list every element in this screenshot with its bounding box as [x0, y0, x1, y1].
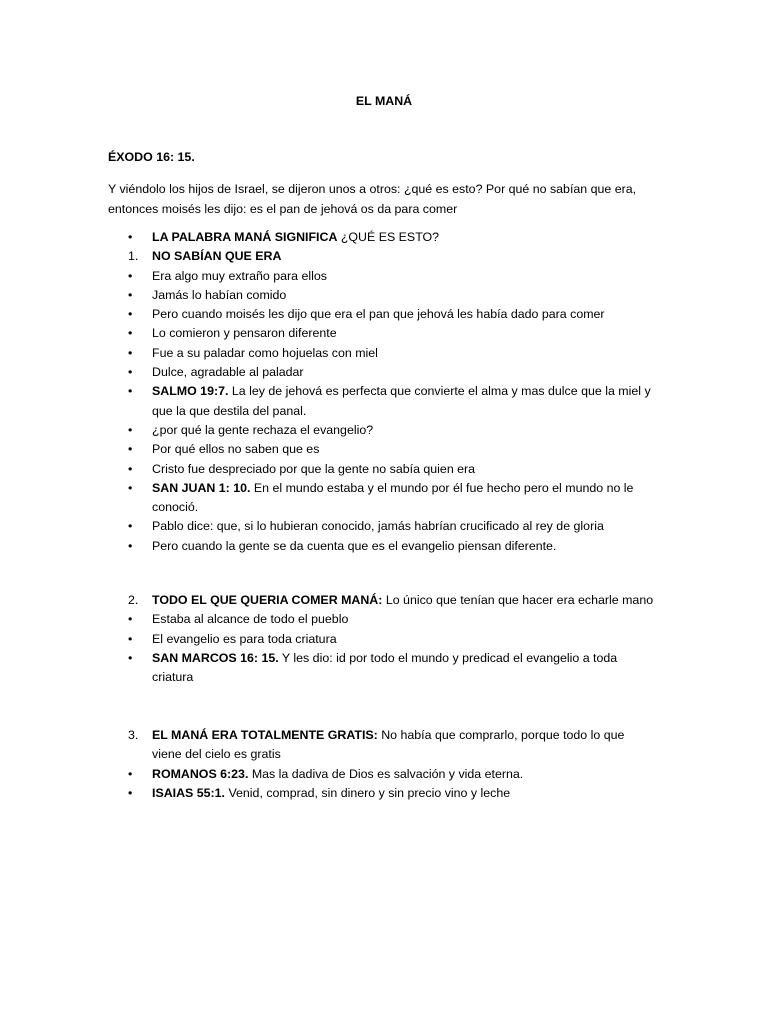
- intro-paragraph: [108, 179, 668, 219]
- item-heading: SAN MARCOS 16: 15.: [152, 650, 279, 665]
- bullet-marker: •: [128, 365, 133, 380]
- item-text: Pero cuando moisés les dijo que era el pan que jehová les había dado para comer: [152, 307, 605, 322]
- list-item: [0, 440, 657, 459]
- bullet-marker: •: [128, 461, 133, 476]
- bullet-marker: •: [128, 538, 133, 553]
- number-marker: 2.: [128, 593, 139, 607]
- item-text: Pero cuando la gente se da cuenta que es el evangelio piensan diferente.: [152, 538, 557, 553]
- bullet-marker: •: [128, 480, 133, 495]
- bullet-marker: •: [128, 631, 133, 646]
- item-text: No había que comprarlo, porque todo lo que viene del cielo es gratis: [152, 728, 628, 762]
- list-item: [0, 517, 657, 536]
- item-heading: ROMANOS 6:23.: [152, 766, 249, 781]
- bullet-marker: •: [128, 230, 133, 244]
- list-item: [0, 421, 657, 440]
- item-text: El evangelio es para toda criatura: [152, 631, 337, 646]
- list-item: [0, 765, 657, 784]
- scripture-reference: ÉXODO 16: 15.: [108, 150, 195, 164]
- item-text: Estaba al alcance de todo el pueblo: [152, 612, 349, 627]
- item-text: Mas la dadiva de Dios es salvación y vida eterna.: [248, 766, 524, 781]
- bullet-marker: •: [128, 766, 133, 781]
- item-text: Venid, comprad, sin dinero y sin precio vino y leche: [225, 785, 511, 800]
- item-text: ¿QUÉ ES ESTO?: [337, 230, 440, 244]
- item-text: Jamás lo habían comido: [152, 287, 287, 302]
- list-item: [0, 479, 657, 518]
- number-marker: 3.: [128, 728, 139, 742]
- bullet-marker: •: [128, 384, 133, 399]
- item-text: Lo comieron y pensaron diferente: [152, 326, 337, 341]
- section-2-list: [0, 591, 768, 687]
- item-text: Dulce, agradable al paladar: [152, 365, 304, 380]
- bullet-marker: •: [128, 442, 133, 457]
- bullet-marker: •: [128, 307, 133, 322]
- item-text: Fue a su paladar como hojuelas con miel: [152, 345, 378, 360]
- list-item: [0, 363, 657, 382]
- intro-line: Y viéndolo los hijos de Israel, se dijeron unos a otros: ¿qué es esto? Por qué no sabían que era,: [108, 182, 637, 196]
- item-heading: ISAIAS 55:1.: [152, 785, 225, 800]
- section-3-list: [0, 726, 768, 803]
- item-heading: SALMO 19:7.: [152, 384, 229, 399]
- bullet-marker: •: [128, 268, 133, 283]
- intro-line: entonces moisés les dijo: es el pan de jehová os da para comer: [108, 202, 458, 216]
- list-item: [0, 591, 657, 610]
- item-text: La ley de jehová es perfecta que convierte el alma y mas dulce que la miel y que la que destila del panal.: [152, 384, 655, 418]
- list-item: [0, 267, 657, 286]
- item-heading: LA PALABRA MANÁ SIGNIFICA: [152, 230, 338, 244]
- bullet-marker: •: [128, 612, 133, 627]
- item-text: ¿por qué la gente rechaza el evangelio?: [152, 422, 374, 437]
- list-item: [0, 726, 657, 765]
- list-item: [0, 286, 657, 305]
- section-1-list: [0, 228, 768, 556]
- list-item: [0, 324, 657, 343]
- item-heading: EL MANÁ ERA TOTALMENTE GRATIS:: [152, 728, 378, 742]
- bullet-marker: •: [128, 519, 133, 534]
- list-item: [0, 649, 657, 688]
- bullet-marker: •: [128, 345, 133, 360]
- item-text: Por qué ellos no saben que es: [152, 442, 320, 457]
- document-title: EL MANÁ: [355, 94, 413, 108]
- item-heading: SAN JUAN 1: 10.: [152, 480, 251, 495]
- number-marker: 1.: [128, 249, 139, 264]
- list-item: [0, 460, 657, 479]
- item-text: Y les dio: id por todo el mundo y predicad el evangelio a toda criatura: [152, 650, 621, 685]
- list-item: [0, 610, 657, 629]
- item-text: Era algo muy extraño para ellos: [152, 268, 327, 283]
- item-heading: TODO EL QUE QUERIA COMER MANÁ:: [152, 593, 383, 607]
- item-heading: NO SABÍAN QUE ERA: [152, 249, 282, 264]
- bullet-marker: •: [128, 650, 133, 665]
- list-item: [0, 344, 657, 363]
- list-item: [0, 537, 657, 556]
- item-text: Pablo dice: que, si lo hubieran conocido, jamás habrían crucificado al rey de gloria: [152, 519, 604, 534]
- list-item: [0, 228, 657, 247]
- bullet-marker: •: [128, 287, 133, 302]
- bullet-marker: •: [128, 326, 133, 341]
- item-text: En el mundo estaba y el mundo por él fue hecho pero el mundo no le conoció.: [152, 480, 637, 515]
- list-item: [0, 305, 657, 324]
- bullet-marker: •: [128, 422, 133, 437]
- list-item: [0, 784, 657, 803]
- item-text: Cristo fue despreciado por que la gente no sabía quien era: [152, 461, 476, 476]
- bullet-marker: •: [128, 785, 133, 800]
- item-text: Lo único que tenían que hacer era echarle mano: [382, 593, 654, 607]
- list-item: [0, 382, 657, 421]
- list-item: [0, 247, 657, 266]
- list-item: [0, 630, 657, 649]
